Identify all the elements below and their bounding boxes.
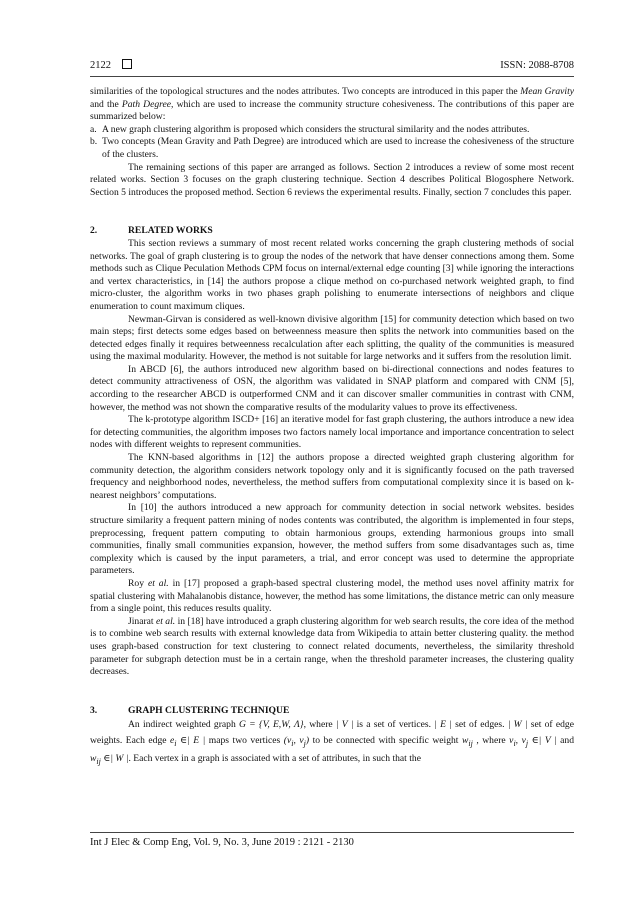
contribution-item-b: b. Two concepts (Mean Gravity and Path Degree) are introduced which are used to increase the cohesiveness of the structure of the clusters. xyxy=(90,136,574,160)
page-header xyxy=(90,56,574,76)
section-3-heading: 3. GRAPH CLUSTERING TECHNIQUE xyxy=(90,704,290,716)
related-works-paragraph-3: In ABCD [6], the authors introduced new algorithm based on bi-directional connections and nodes features to detect community attractiveness of OSN, the algorithm was validated in SNAP platform and compared with CNM [5], according to the researcher ABCD is outperformed CNM and it can discover smaller communities in contrast with CNM, however, the method was not shown the comparative results of the modularity values to prove its effectiveness. xyxy=(90,363,574,413)
related-works-paragraph-8: Jinarat et al. in [18] have introduced a graph clustering algorithm for web search results, the core idea of the method is to combine web search results with external knowledge data from Wikipedia to attain better clustering quality. the method uses graph-based construction for text clustering to connect related documents, nevertheless, the similarity threshold parameter for subgraph detection must be in a certain range, when the threshold parameter increases, the clustering quality decreases. xyxy=(90,615,574,678)
graph-definition-paragraph: An indirect weighted graph G = {V, E,W, Λ}, where | V | is a set of vertices. | E | set of edges. | W | set of edge weights. Each edge $e_i$ ∈| E | maps two vertices ($v_i$, $v_j$) to be connected with specific weight $w_{ij}$ , where $v_i$, $v_j$ ∈| V | and $w_{ij}$ ∈| W |. Each vertex in a graph is associated with a set of attributes, in such that the xyxy=(90,719,575,767)
page-body xyxy=(90,86,574,770)
square-bullet-icon xyxy=(122,59,132,69)
issn-label: ISSN: 2088-8708 xyxy=(500,60,574,71)
contribution-item-a: a. A new graph clustering algorithm is proposed which considers the structural similarity and the nodes attributes. xyxy=(90,123,530,135)
related-works-paragraph-5: The KNN-based algorithms in [12] the authors propose a directed weighted graph clustering algorithm for community detection, the algorithm considers network topology only and it is significantly focused on the path traversed frequency and neighborhood nodes, nevertheless, the method suffers from computational complexity since it is based on k-nearest neighbors’ computations. xyxy=(90,452,574,501)
related-works-paragraph-2: Newman-Girvan is considered as well-known divisive algorithm [15] for community detection which based on two main steps; first detects some edges based on betweenness measure then splits the network into communities based on the detected edges finally it requires betweenness recalculation after each splitting, the quality of the communities is measured using the maximal modularity. However, the method is not suitable for large networks and it suffers from the resolution limit. xyxy=(90,313,574,363)
journal-citation: Int J Elec & Comp Eng, Vol. 9, No. 3, June 2019 : 2121 - 2130 xyxy=(90,837,354,848)
related-works-paragraph-4: The k-prototype algorithm ISCD+ [16] an iterative model for fast graph clustering, the authors introduce a new idea for detecting communities, the algorithm imposes two factors namely local importance and importance concentration to select nodes with different weights to represent communities. xyxy=(90,414,574,451)
related-works-paragraph-7: Roy et al. in [17] proposed a graph-based spectral clustering model, the method uses novel affinity matrix for spatial clustering with Mahalanobis distance, however, the method has some limitations, the distance metric can only measure from a single point, this reduces results quality. xyxy=(90,577,574,615)
header-divider xyxy=(90,76,574,77)
graph-definition-block xyxy=(90,717,574,769)
section-2-heading: 2. RELATED WORKS xyxy=(90,225,213,237)
footer-divider xyxy=(90,832,574,833)
intro-paragraph: similarities of the topological structures and the nodes attributes. Two concepts are introduced in this paper the Mean Gravity and the Path Degree, which are used to increase the community structure cohesiveness. The contributions of this paper are summarized below: xyxy=(90,86,574,123)
related-works-paragraph-1: This section reviews a summary of most recent related works concerning the graph clustering methods of social networks. The goal of graph clustering is to group the nodes of the network that have denser connections among them. Some methods such as Clique Peculation Methods CPM focus on internal/external edge counting [3] while ignoring the interactions and vertex characteristics, in [14] the authors propose a clique method on co-purchased network weighted graph, to find micro-cluster, the algorithm works in two phases graph polishing to enumerate intersections of neighbors and clique enumeration to count maximum cliques. xyxy=(90,237,574,312)
related-works-paragraph-6: In [10] the authors introduced a new approach for community detection in social network websites. besides structure similarity a frequent pattern mining of nodes contents was contributed, the algorithm is implemented in four steps, preprocessing, frequent pattern computing to obtain harmonious groups, extending harmonious groups into small communities, finally small communities expansion, however, the method suffers from some disadvantages such as, time complexity which is caused by the input parameters, a trial, and error concept was used to determine the appropriate parameters. xyxy=(90,502,574,577)
page-number: 2122 xyxy=(90,60,111,71)
organization-paragraph: The remaining sections of this paper are arranged as follows. Section 2 introduces a review of some most recent related works. Section 3 focuses on the graph clustering technique. Section 4 describes Political Blogosphere Network. Section 5 introduces the proposed method. Section 6 reviews the experimental results. Finally, section 7 concludes this paper. xyxy=(90,161,574,198)
